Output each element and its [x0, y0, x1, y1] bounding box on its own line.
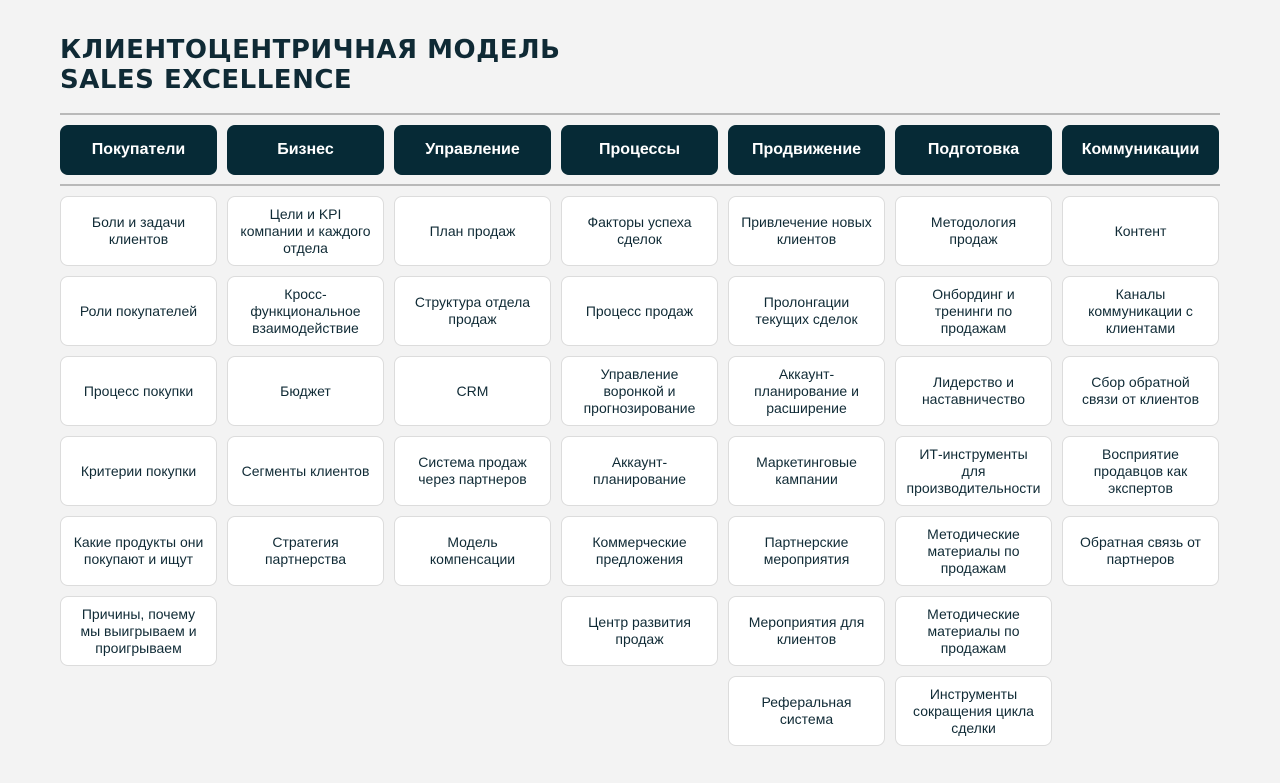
page-title [60, 35, 560, 95]
page-title-line-2: SALES EXCELLENCE [60, 65, 353, 95]
column-management [394, 196, 551, 586]
header-divider [60, 184, 1220, 186]
item-card: Сегменты клиентов [227, 436, 384, 506]
model-grid [60, 196, 1220, 746]
item-card: CRM [394, 356, 551, 426]
item-card: План продаж [394, 196, 551, 266]
header-preparation: Подготовка [895, 125, 1052, 175]
item-card: Кросс-функциональное взаимодействие [227, 276, 384, 346]
item-card: Стратегия партнерства [227, 516, 384, 586]
item-card: Восприятие продавцов как экспертов [1062, 436, 1219, 506]
page-title-line-1: КЛИЕНТОЦЕНТРИЧНАЯ МОДЕЛЬ [60, 35, 561, 65]
item-card: Причины, почему мы выигрываем и проигрываем [60, 596, 217, 666]
item-card: Аккаунт-планирование [561, 436, 718, 506]
item-card: Обратная связь от партнеров [1062, 516, 1219, 586]
item-card: Роли покупателей [60, 276, 217, 346]
top-divider [60, 113, 1220, 115]
item-card: Коммерческие предложения [561, 516, 718, 586]
item-card: ИТ-инструменты для производительности [895, 436, 1052, 506]
item-card: Методические материалы по продажам [895, 516, 1052, 586]
item-card: Методология продаж [895, 196, 1052, 266]
item-card: Привлечение новых клиентов [728, 196, 885, 266]
item-card: Система продаж через партнеров [394, 436, 551, 506]
item-card: Бюджет [227, 356, 384, 426]
item-card: Инструменты сокращения цикла сделки [895, 676, 1052, 746]
item-card: Маркетинговые кампании [728, 436, 885, 506]
item-card: Методические материалы по продажам [895, 596, 1052, 666]
header-management: Управление [394, 125, 551, 175]
item-card: Онбординг и тренинги по продажам [895, 276, 1052, 346]
item-card: Структура отдела продаж [394, 276, 551, 346]
item-card: Лидерство и наставничество [895, 356, 1052, 426]
item-card: Реферальная система [728, 676, 885, 746]
item-card: Процесс продаж [561, 276, 718, 346]
column-preparation [895, 196, 1052, 746]
header-buyers: Покупатели [60, 125, 217, 175]
item-card: Факторы успеха сделок [561, 196, 718, 266]
item-card: Критерии покупки [60, 436, 217, 506]
item-card: Боли и задачи клиентов [60, 196, 217, 266]
item-card: Процесс покупки [60, 356, 217, 426]
column-buyers [60, 196, 217, 666]
column-processes [561, 196, 718, 666]
item-card: Каналы коммуникации с клиентами [1062, 276, 1219, 346]
header-processes: Процессы [561, 125, 718, 175]
item-card: Партнерские мероприятия [728, 516, 885, 586]
column-promotion [728, 196, 885, 746]
item-card: Пролонгации текущих сделок [728, 276, 885, 346]
item-card: Контент [1062, 196, 1219, 266]
column-business [227, 196, 384, 586]
column-headers [60, 125, 1220, 175]
item-card: Аккаунт-планирование и расширение [728, 356, 885, 426]
header-promotion: Продвижение [728, 125, 885, 175]
item-card: Модель компенсации [394, 516, 551, 586]
header-business: Бизнес [227, 125, 384, 175]
item-card: Управление воронкой и прогнозирование [561, 356, 718, 426]
item-card: Цели и KPI компании и каждого отдела [227, 196, 384, 266]
item-card: Сбор обратной связи от клиентов [1062, 356, 1219, 426]
item-card: Мероприятия для клиентов [728, 596, 885, 666]
item-card: Центр развития продаж [561, 596, 718, 666]
column-communications [1062, 196, 1219, 586]
item-card: Какие продукты они покупают и ищут [60, 516, 217, 586]
header-communications: Коммуникации [1062, 125, 1219, 175]
